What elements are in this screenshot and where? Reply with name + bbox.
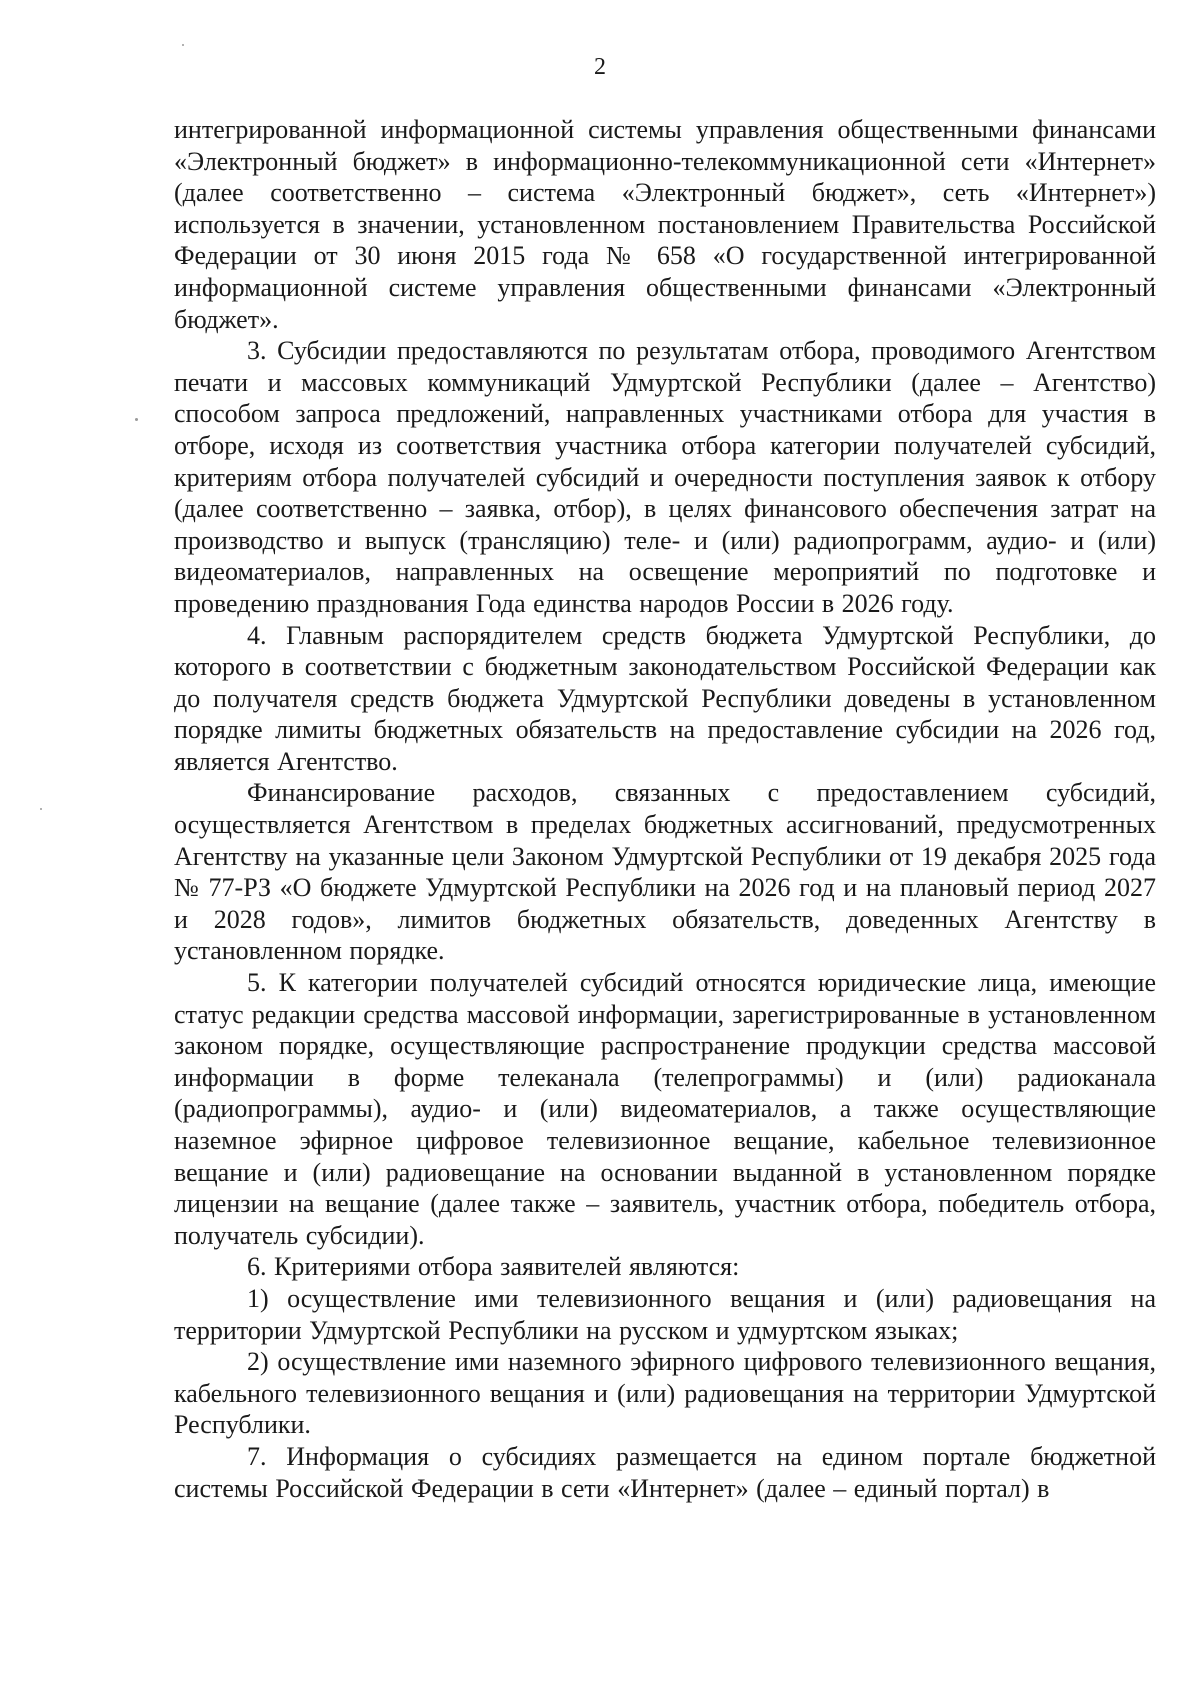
paragraph-4: 4. Главным распорядителем средств бюджета Удмуртской Республики, до которого в соответствии с бюджетным законодательством Российской Федерации как до получателя средств бюджета Удмуртской Республики доведены в установленном порядке лимиты бюджетных обязательств на предоставление субсидии на 2026 год, является Агентство. <box>174 620 1156 776</box>
paragraph-7: 7. Информация о субсидиях размещается на едином портале бюджетной системы Российской Федерации в сети «Интернет» (далее – единый портал) в <box>174 1441 1156 1503</box>
paragraph-5: 5. К категории получателей субсидий относятся юридические лица, имеющие статус редакции средства массовой информации, зарегистрированные в установленном законом порядке, осуществляющие распространение продукции средства массовой информации в форме телеканала (телепрограммы) и (или) радиоканала (радиопрограммы), аудио- и (или) видеоматериалов, а также осуществляющие наземное эфирное цифровое телевизионное вещание, кабельное телевизионное вещание и (или) радиовещание на основании выданной в установленном порядке лицензии на вещание (далее также – заявитель, участник отбора, победитель отбора, получатель субсидии). <box>174 968 1156 1250</box>
paragraph-financing: Финансирование расходов, связанных с предоставлением субсидий, осуществляется Агентством в пределах бюджетных ассигнований, предусмотренных Агентству на указанные цели Законом Удмуртской Республики от 19 декабря 2025 года № 77-РЗ «О бюджете Удмуртской Республики на 2026 год и на плановый период 2027 и 2028 годов», лимитов бюджетных обязательств, доведенных Агентству в установленном порядке. <box>174 778 1156 966</box>
document-body <box>174 114 1156 1504</box>
criterion-1: 1) осуществление ими телевизионного вещания и (или) радиовещания на территории Удмуртской Республики на русском и удмуртском языках; <box>174 1283 1156 1345</box>
paragraph-continuation: интегрированной информационной системы управления общественными финансами «Электронный бюджет» в информационно-телекоммуникационной сети «Интернет» (далее соответственно – система «Электронный бюджет», сеть «Интернет») используется в значении, установленном постановлением Правительства Российской Федерации от 30 июня 2015 года № 658 «О государственной интегрированной информационной системе управления общественными финансами «Электронный бюджет». <box>174 115 1156 334</box>
page-number: 2 <box>594 54 606 80</box>
paragraph-3: 3. Субсидии предоставляются по результатам отбора, проводимого Агентством печати и массовых коммуникаций Удмуртской Республики (далее – Агентство) способом запроса предложений, направленных участниками отбора для участия в отборе, исходя из соответствия участника отбора категории получателей субсидий, критериям отбора получателей субсидий и очередности поступления заявок к отбору (далее соответственно – заявка, отбор), в целях финансового обеспечения затрат на производство и выпуск (трансляцию) теле- и (или) радиопрограмм, аудио- и (или) видеоматериалов, направленных на освещение мероприятий по подготовке и проведению празднования Года единства народов России в 2026 году. <box>174 336 1156 618</box>
paragraph-6: 6. Критериями отбора заявителей являются: <box>247 1252 740 1282</box>
scan-speck <box>182 44 184 46</box>
criterion-2: 2) осуществление ими наземного эфирного цифрового телевизионного вещания, кабельного телевизионного вещания и (или) радиовещания на территории Удмуртской Республики. <box>174 1347 1156 1440</box>
scan-speck <box>40 808 42 810</box>
scan-speck <box>135 418 138 421</box>
